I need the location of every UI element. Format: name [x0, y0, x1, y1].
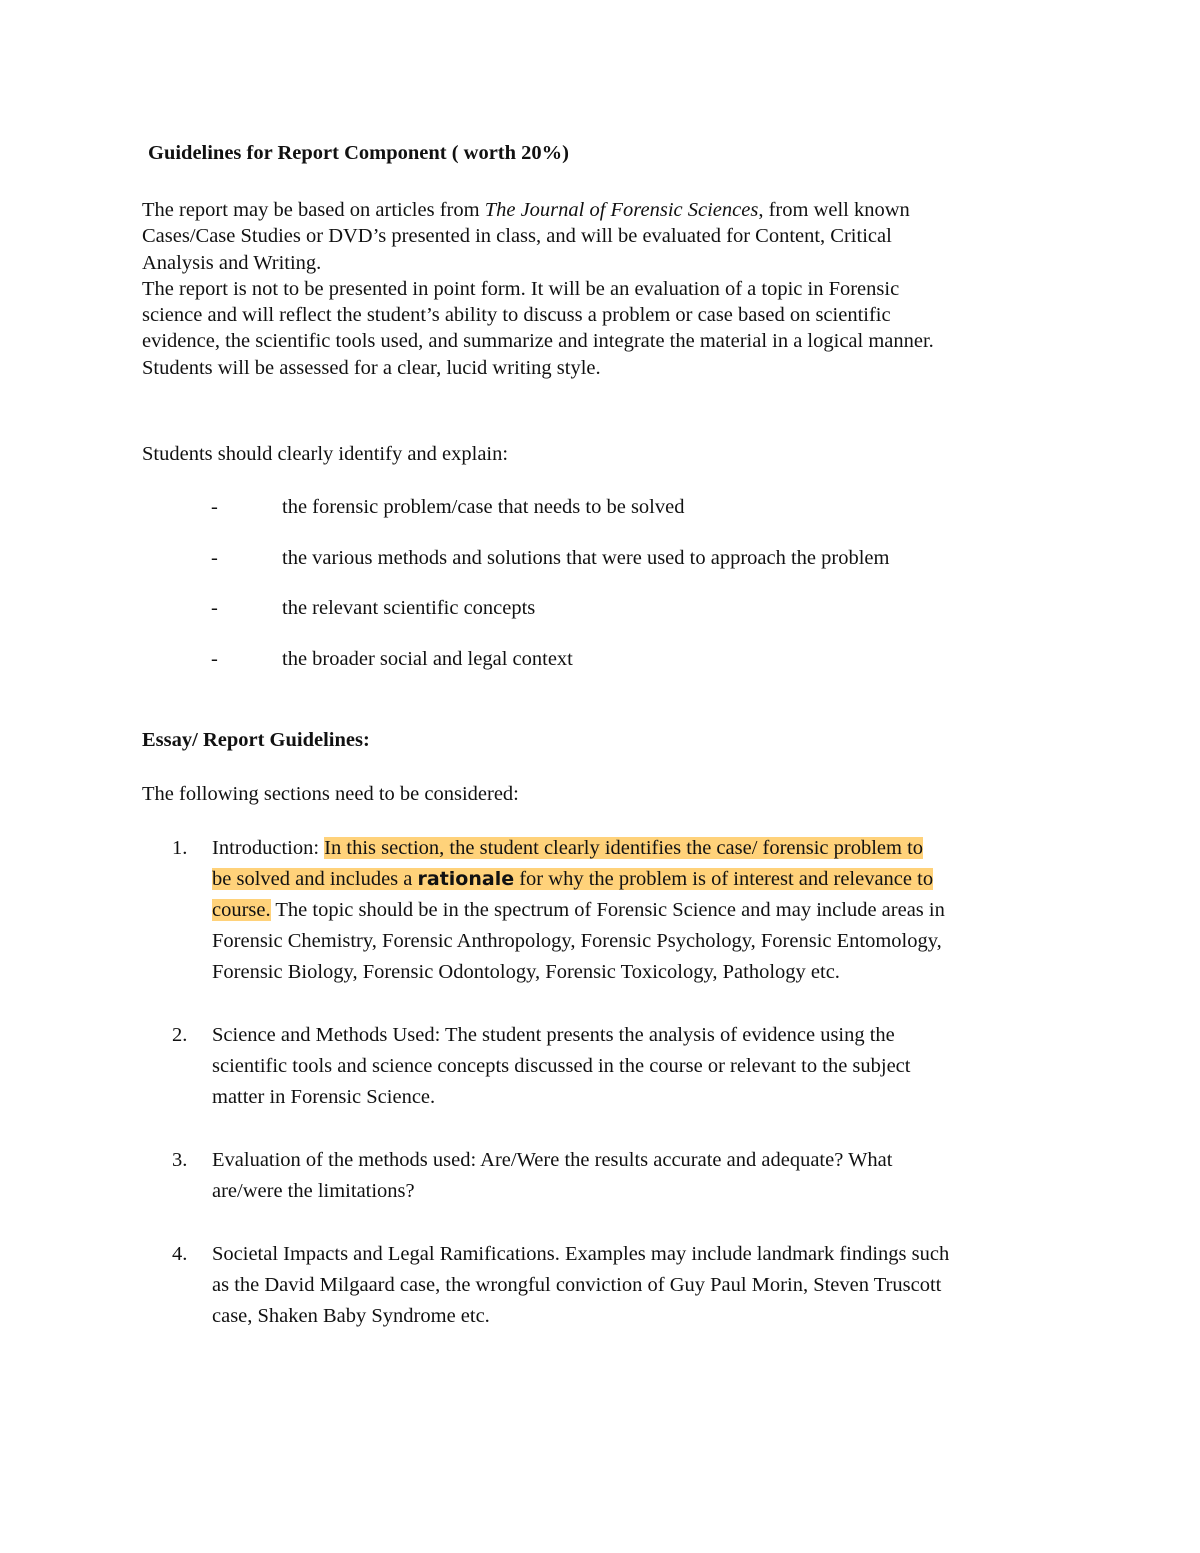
- list-number: 2.: [172, 1024, 188, 1046]
- bullet-dash: -: [211, 597, 218, 619]
- highlighted-text: be solved and includes a: [212, 868, 418, 890]
- list-item-body: Introduction: In this section, the student clearly identifies the case/ forensic problem to be solved and includes a rationale for why the problem is of interest and relevance to course. The topic should be in the spectrum of Forensic Science and may include areas in Forensic Chemistry, Forensic Anthropology, Forensic Psychology, Forensic Entomology, Forensic Biology, Forensic Odontology, Forensic Toxicology, Pathology etc.: [212, 837, 945, 983]
- bullet-text: the forensic problem/case that needs to be solved: [282, 496, 685, 518]
- list-item-body: Evaluation of the methods used: Are/Were the results accurate and adequate? What are/were the limitations?: [212, 1149, 893, 1202]
- intro-line-6: evidence, the scientific tools used, and summarize and integrate the material in a logical manner.: [142, 330, 934, 353]
- bullet-text: the various methods and solutions that were used to approach the problem: [282, 547, 890, 569]
- intro-line-4: The report is not to be presented in point form. It will be an evaluation of a topic in Forensic: [142, 277, 900, 300]
- document-title: Guidelines for Report Component ( worth 20%): [148, 142, 569, 164]
- intro-line-3: Analysis and Writing.: [142, 251, 322, 274]
- sections-lead: The following sections need to be considered:: [142, 783, 519, 805]
- intro-line-5: science and will reflect the student’s ability to discuss a problem or case based on scientific: [142, 304, 891, 327]
- list-number: 1.: [172, 837, 188, 859]
- list-item-body: Science and Methods Used: The student presents the analysis of evidence using the scientific tools and science concepts discussed in the course or relevant to the subject matter in Forensic Science.: [212, 1024, 911, 1108]
- list-number: 4.: [172, 1243, 188, 1265]
- bullet-text: the relevant scientific concepts: [282, 597, 536, 619]
- list-number: 3.: [172, 1149, 188, 1171]
- intro-line-7: Students will be assessed for a clear, lucid writing style.: [142, 356, 601, 379]
- bullet-dash: -: [211, 496, 218, 518]
- highlighted-text: course.: [212, 899, 271, 921]
- list-item-body: Societal Impacts and Legal Ramifications. Examples may include landmark findings such as the David Milgaard case, the wrongful conviction of Guy Paul Morin, Steven Truscott case, Shaken Baby Syndrome etc.: [212, 1243, 950, 1327]
- journal-title: The Journal of Forensic Sciences: [484, 199, 759, 221]
- bullet-text: the broader social and legal context: [282, 648, 573, 670]
- highlighted-text: In this section, the student clearly identifies the case/ forensic problem to: [324, 837, 924, 859]
- highlighted-text: for why the problem is of interest and relevance to: [514, 868, 934, 890]
- identify-lead: Students should clearly identify and explain:: [142, 443, 509, 465]
- intro-line-1: The report may be based on articles from The Journal of Forensic Sciences, from well known: [142, 199, 910, 221]
- essay-heading: Essay/ Report Guidelines:: [142, 729, 370, 751]
- intro-line-2: Cases/Case Studies or DVD’s presented in class, and will be evaluated for Content, Critical: [142, 225, 892, 248]
- intro-paragraph: [142, 197, 1062, 381]
- bullet-dash: -: [211, 547, 218, 569]
- bullet-dash: -: [211, 648, 218, 670]
- highlighted-bold-text: rationale: [417, 868, 515, 890]
